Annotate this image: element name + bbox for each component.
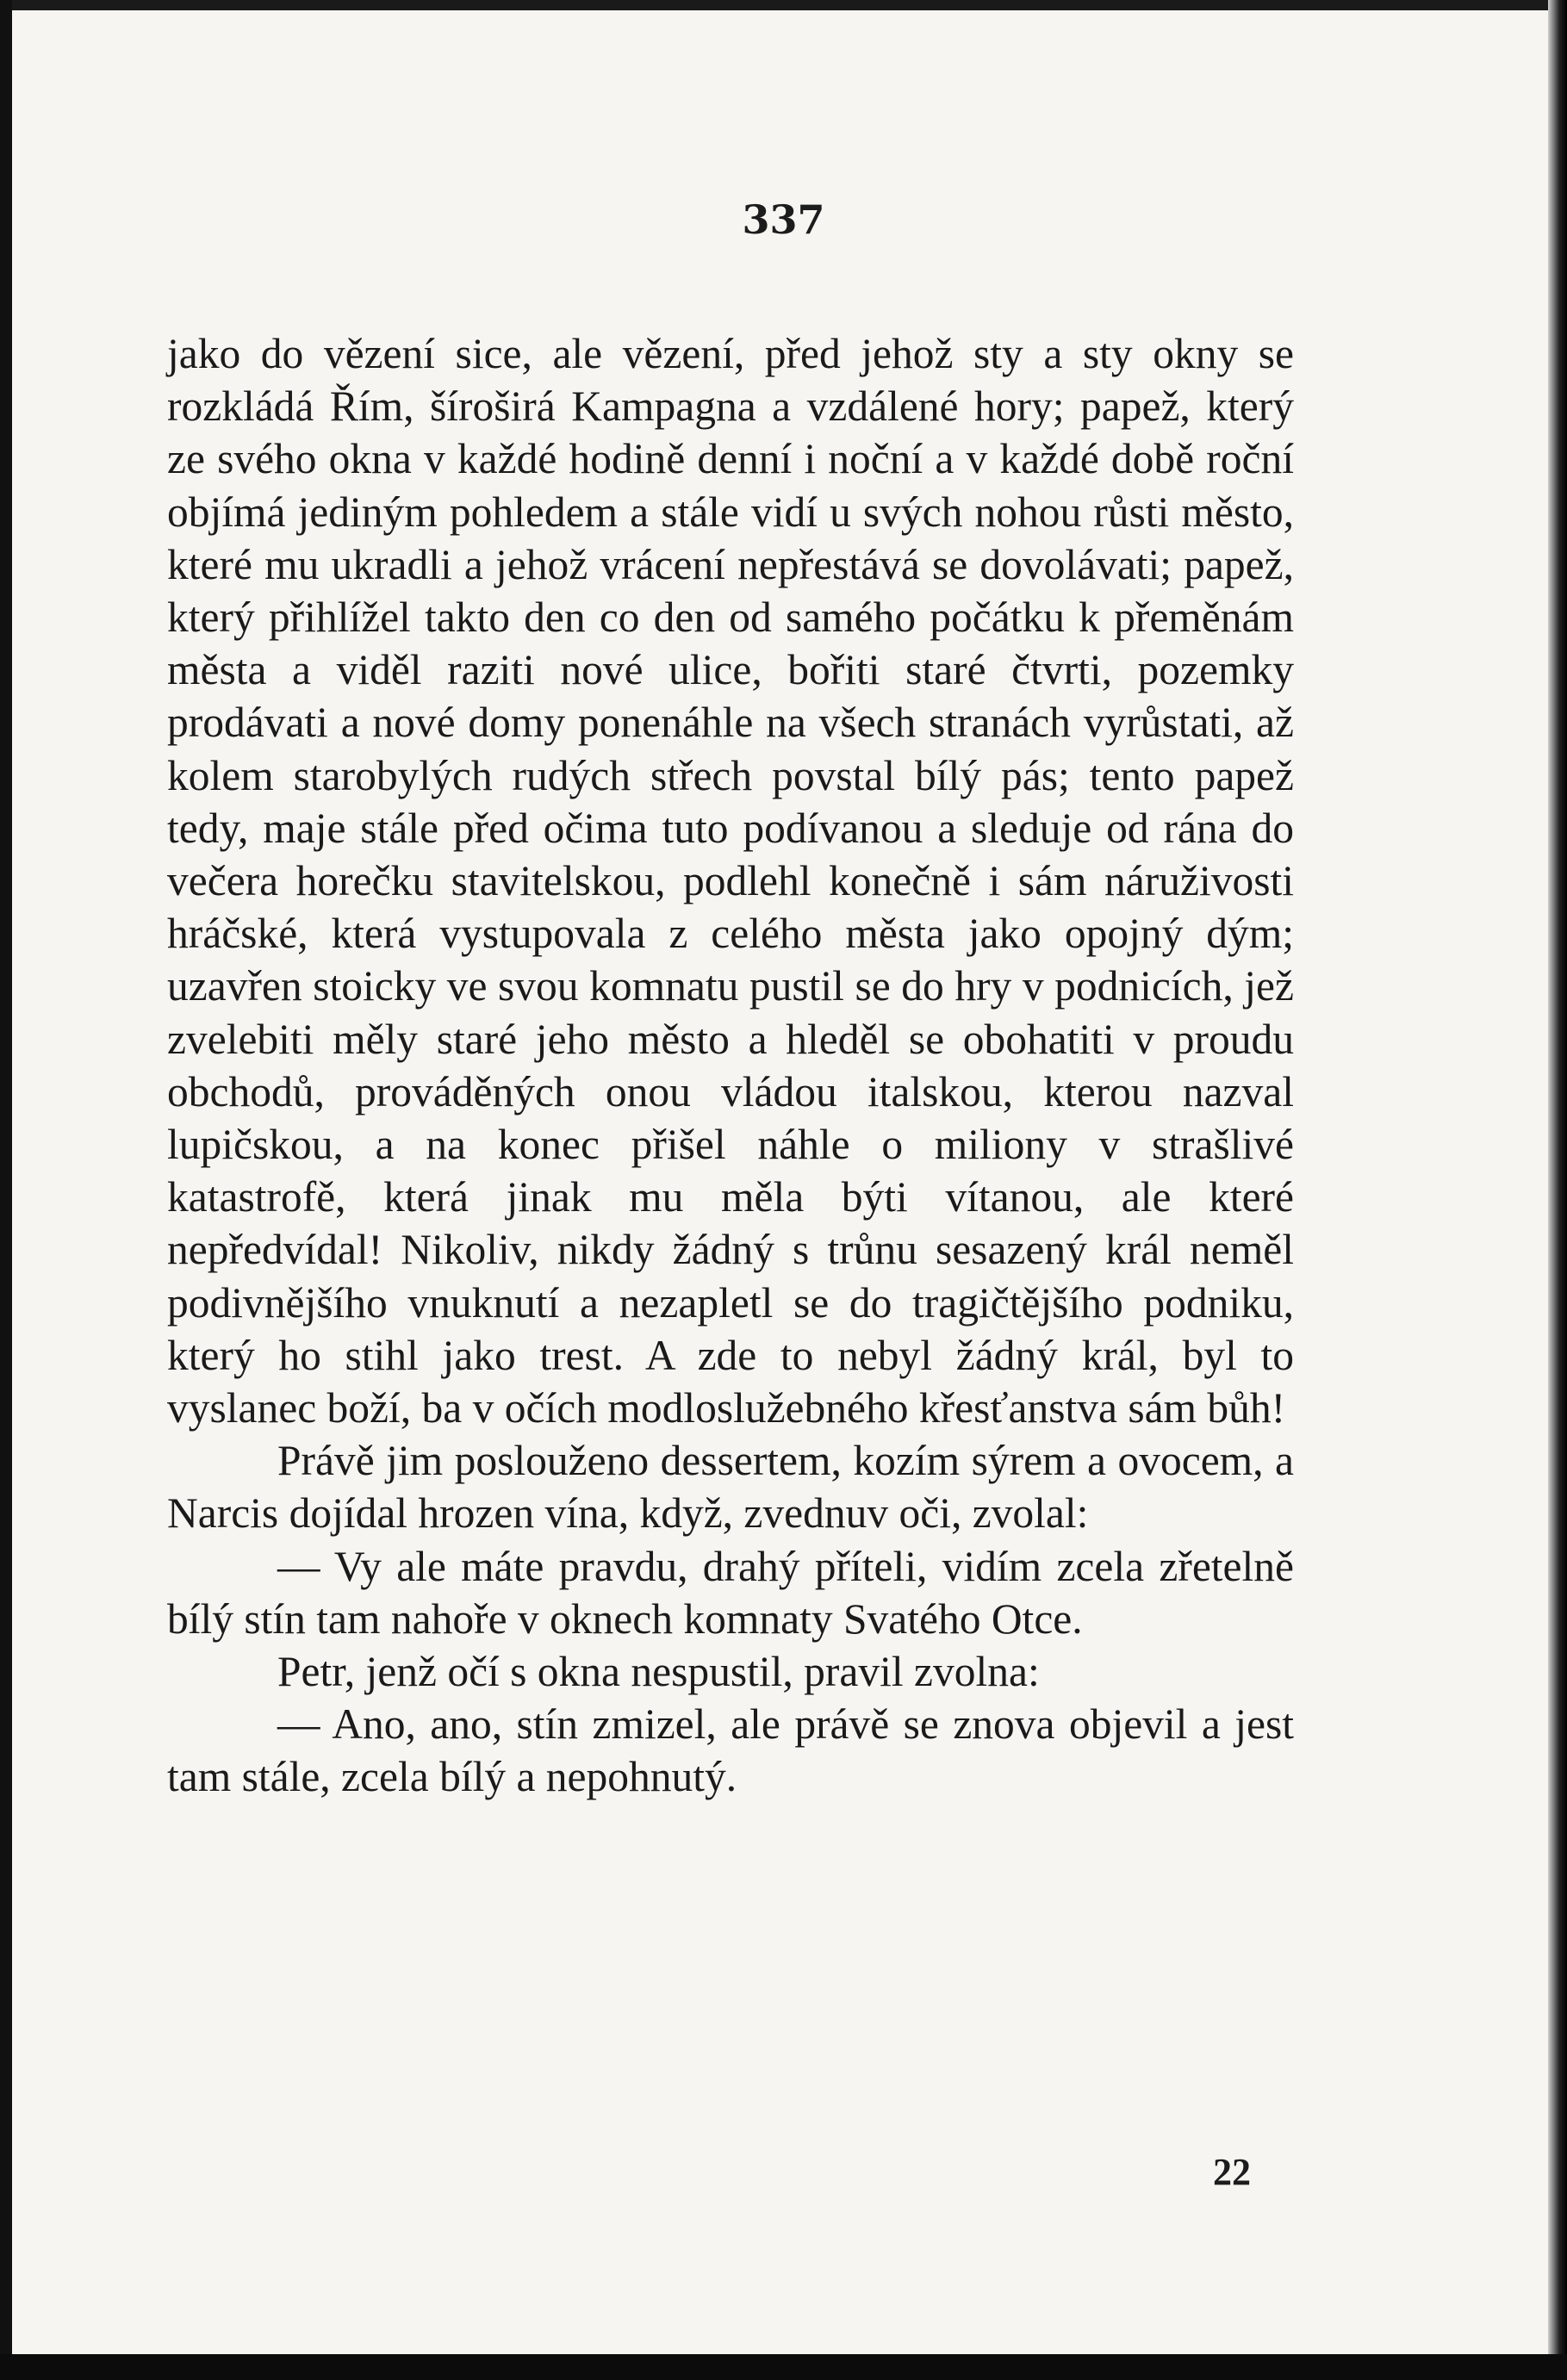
body-text (167, 327, 1294, 1804)
paragraph-2: Právě jim poslouženo dessertem, kozím sýrem a ovocem, a Narcis dojídal hrozen vína, když, zvednuv oči, zvolal: (167, 1437, 1294, 1538)
paragraph-3: — Vy ale máte pravdu, drahý příteli, vidím zcela zřetelně bílý stín tam nahoře v oknech komnaty Svatého Otce. (167, 1542, 1294, 1643)
paragraph-1: jako do vězení sice, ale vězení, před jehož sty a sty okny se rozkládá Řím, šíroširá Kampagna a vzdálené hory; papež, který ze svého okna v každé hodině denní i noční a v každé době roční objímá jediným pohledem a stále vidí u svých nohou růsti město, které mu ukradli a jehož vrácení nepřestává se dovolávati; papež, který přihlížel takto den co den od samého počátku k přeměnám města a viděl raziti nové ulice, bořiti staré čtvrti, pozemky prodávati a nové domy ponenáhle na všech stranách vyrůstati, až kolem starobylých rudých střech povstal bílý pás; tento papež tedy, maje stále před očima tuto podívanou a sleduje od rána do večera horečku stavitelskou, podlehl konečně i sám náruživosti hráčské, která vystupovala z celého města jako opojný dým; uzavřen stoicky ve svou komnatu pustil se do hry v podnicích, jež zvelebiti měly staré jeho město a hleděl se obohatiti v proudu obchodů, prováděných onou vládou italskou, kterou nazval lupičskou, a na konec přišel náhle o miliony v strašlivé katastrofě, která jinak mu měla býti vítanou, ale které nepředvídal! Nikoliv, nikdy žádný s trůnu sesazený král neměl podivnějšího vnuknutí a nezapletl se do tragičtějšího podniku, který ho stihl jako trest. A zde to nebyl žádný král, byl to vyslanec boží, ba v očích modloslužebného křesťanstva sám bůh! (167, 330, 1294, 1432)
signature-mark: 22 (1213, 2151, 1251, 2193)
scan-edge-top (0, 0, 1567, 10)
paragraph-5: — Ano, ano, stín zmizel, ale právě se znova objevil a jest tam stále, zcela bílý a nepohnutý. (167, 1700, 1294, 1801)
scan-edge-right (1548, 0, 1567, 2380)
paragraph-4: Petr, jenž očí s okna nespustil, pravil zvolna: (277, 1648, 1040, 1696)
page-number: 337 (742, 196, 825, 243)
scan-edge-left (0, 0, 12, 2380)
scan-edge-bottom (0, 2354, 1567, 2380)
